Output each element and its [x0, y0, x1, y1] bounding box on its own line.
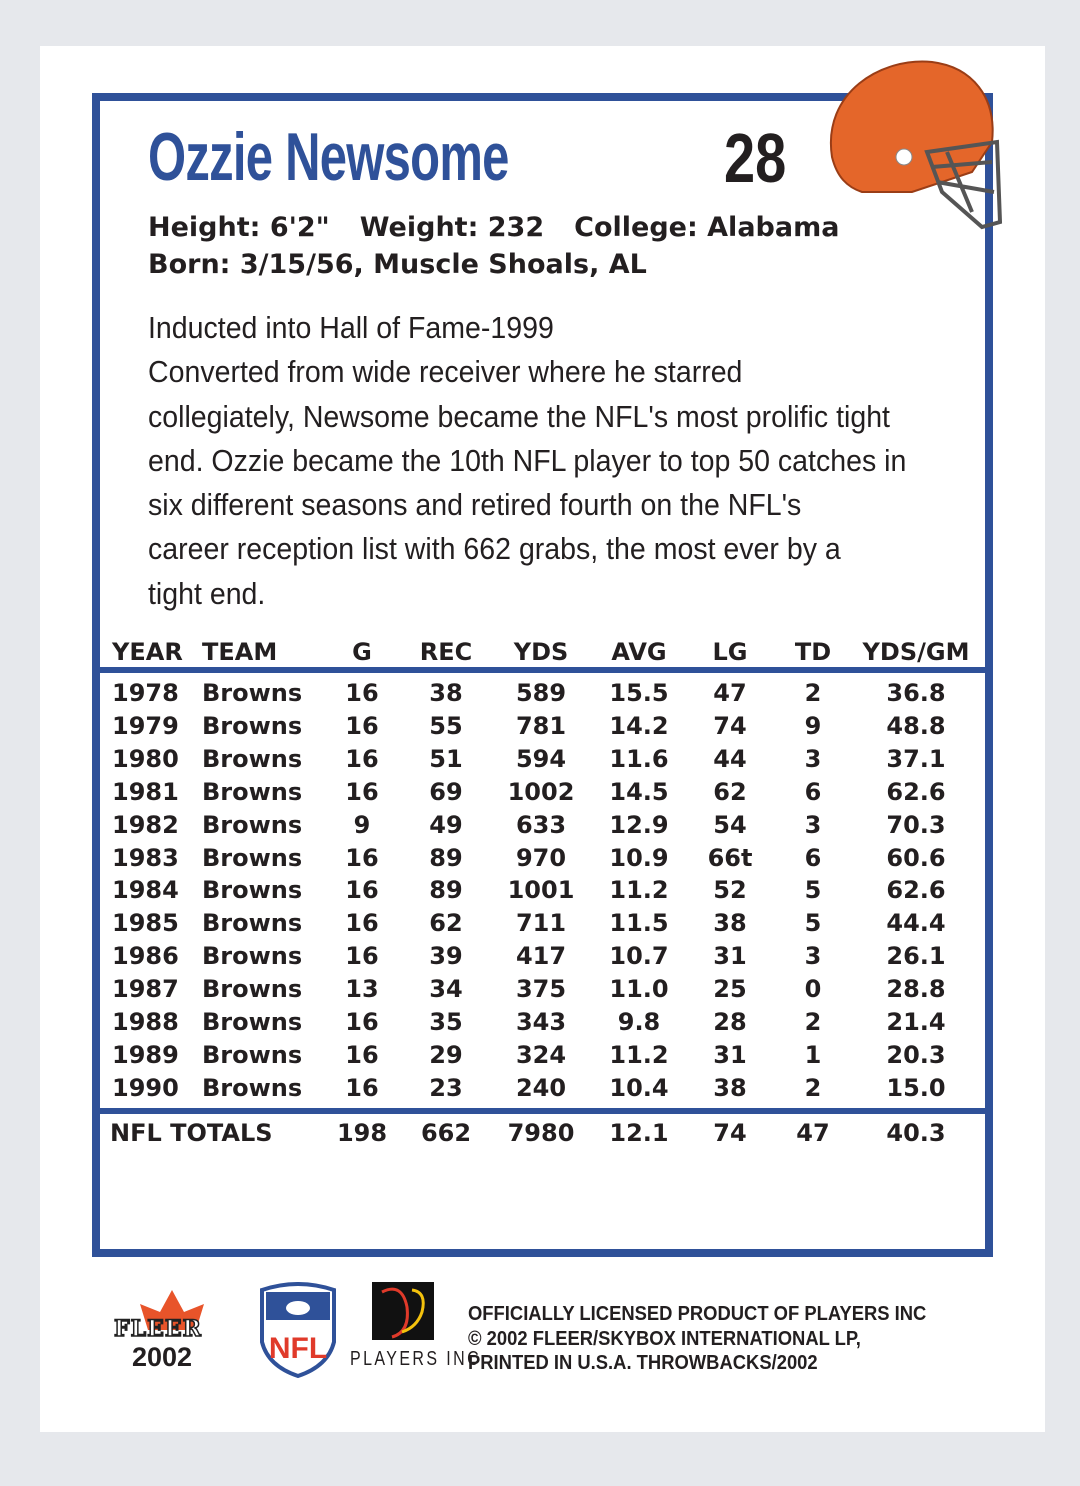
stat-cell: Browns	[202, 810, 303, 839]
stat-cell: 74	[713, 1119, 747, 1147]
stat-cell: 62.6	[886, 876, 946, 905]
stat-cell: 26.1	[886, 942, 946, 971]
weight: Weight: 232	[359, 212, 545, 243]
stat-cell: 9	[804, 711, 822, 740]
stat-cell: 49	[429, 810, 463, 839]
nfl-shield-icon	[258, 1282, 338, 1378]
stat-cell: 1982	[112, 810, 179, 839]
table-row	[100, 1074, 985, 1107]
stat-cell: AVG	[611, 638, 667, 666]
stat-cell: 1002	[507, 777, 575, 806]
stat-cell: 35	[429, 1008, 463, 1036]
stat-cell: 240	[515, 1073, 567, 1102]
stat-cell: 11.5	[609, 909, 669, 938]
stat-cell: YDS/GM	[862, 638, 970, 666]
stat-cell: 10.7	[609, 942, 669, 971]
stat-cell: 15.5	[609, 679, 669, 707]
stat-cell: 44.4	[886, 909, 946, 938]
table-header	[100, 638, 985, 671]
stat-cell: 10.9	[609, 843, 669, 872]
bio-line: Inducted into Hall of Fame-1999	[148, 310, 554, 345]
stat-cell: 5	[804, 909, 822, 938]
legal-line: © 2002 FLEER/SKYBOX INTERNATIONAL LP,	[468, 1327, 861, 1350]
stat-cell: 11.6	[609, 744, 669, 773]
stat-cell: 25	[713, 975, 747, 1004]
born: Born: 3/15/56, Muscle Shoals, AL	[148, 249, 647, 280]
table-row	[100, 778, 985, 811]
stat-cell: 40.3	[886, 1119, 946, 1147]
stat-cell: 1990	[112, 1073, 179, 1102]
stat-cell: NFL TOTALS	[110, 1119, 273, 1147]
bio-line: collegiately, Newsome became the NFL's most prolific tight	[148, 398, 890, 434]
stat-cell: 7980	[507, 1119, 575, 1147]
stat-cell: 69	[429, 777, 463, 806]
stat-cell: 37.1	[886, 744, 946, 773]
fleer-logo: FLEER 2002	[112, 1290, 242, 1375]
stat-cell: 89	[429, 876, 463, 905]
stat-cell: 36.8	[886, 679, 946, 707]
stat-cell: 662	[420, 1119, 472, 1147]
stat-cell: 9	[353, 810, 371, 839]
table-row	[100, 679, 985, 712]
players-inc-logo: PLAYERS INC	[350, 1282, 460, 1377]
stat-cell: 3	[804, 942, 822, 971]
stat-cell: 31	[713, 1040, 747, 1069]
stat-cell: 89	[429, 843, 463, 872]
stat-cell: 12.9	[609, 810, 669, 839]
stat-cell: 970	[515, 843, 567, 872]
table-row	[100, 876, 985, 909]
bio-line: end. Ozzie became the 10th NFL player to top 50 catches in	[148, 442, 907, 478]
stat-cell: 1983	[112, 843, 179, 872]
vitals-line-1	[148, 212, 869, 243]
stat-cell: 16	[345, 711, 379, 740]
stat-cell: 3	[804, 744, 822, 773]
bio-line: tight end.	[148, 575, 266, 611]
stat-cell: REC	[419, 638, 473, 666]
stat-cell: 16	[345, 679, 379, 707]
stat-cell: 44	[713, 744, 747, 773]
stat-cell: Browns	[202, 679, 303, 707]
stat-cell: 1986	[112, 942, 179, 971]
stat-cell: 48.8	[886, 711, 946, 740]
table-row	[100, 1041, 985, 1074]
stat-cell: 16	[345, 777, 379, 806]
stat-cell: 1987	[112, 975, 179, 1004]
stat-cell: 11.2	[609, 1040, 669, 1069]
stat-cell: 16	[345, 843, 379, 872]
table-row	[100, 745, 985, 778]
stat-cell: 38	[713, 1073, 747, 1102]
legal-line: PRINTED IN U.S.A. THROWBACKS/2002	[468, 1352, 818, 1374]
stat-cell: 15.0	[886, 1073, 946, 1102]
bio-line: six different seasons and retired fourth on the NFL's	[148, 487, 802, 523]
stat-cell: YDS	[513, 638, 569, 666]
stat-cell: 1989	[112, 1040, 179, 1069]
players-inc-icon	[372, 1282, 434, 1340]
stat-cell: 47	[713, 679, 747, 707]
stat-cell: 39	[429, 942, 463, 971]
height: Height: 6'2"	[148, 212, 330, 243]
table-row	[100, 909, 985, 942]
stat-cell: 62.6	[886, 777, 946, 806]
stat-cell: 13	[345, 975, 379, 1004]
table-row	[100, 844, 985, 877]
stat-cell: 5	[804, 876, 822, 905]
stat-cell: 51	[429, 744, 463, 773]
totals-divider	[100, 1108, 985, 1114]
stat-cell: 74	[713, 711, 747, 740]
stat-cell: 21.4	[886, 1008, 946, 1036]
stat-cell: 375	[515, 975, 567, 1004]
stat-cell: 34	[429, 975, 463, 1004]
stat-cell: TD	[794, 638, 832, 666]
stat-cell: 11.0	[609, 975, 669, 1004]
player-name: Ozzie Newsome	[148, 119, 509, 195]
table-row	[100, 712, 985, 745]
stat-cell: 2	[804, 1008, 822, 1036]
stat-cell: 38	[429, 679, 463, 707]
bio	[148, 306, 907, 616]
stat-cell: TEAM	[202, 638, 278, 666]
player-number: 28	[724, 119, 787, 197]
table-row	[100, 1008, 985, 1041]
stat-cell: YEAR	[112, 638, 183, 666]
stat-cell: 55	[429, 711, 463, 740]
stat-cell: 6	[804, 777, 822, 806]
stat-cell: Browns	[202, 711, 303, 740]
stat-cell: 16	[345, 942, 379, 971]
legal-line: OFFICIALLY LICENSED PRODUCT OF PLAYERS INC	[468, 1303, 927, 1325]
stat-cell: 2	[804, 1073, 822, 1102]
stat-cell: 1981	[112, 777, 179, 806]
stat-cell: 70.3	[886, 810, 946, 839]
totals-row	[100, 1119, 985, 1152]
stat-cell: 28	[713, 1008, 747, 1036]
stat-cell: 1978	[112, 679, 179, 707]
stat-cell: 781	[515, 711, 567, 740]
bio-line: Converted from wide receiver where he starred	[148, 354, 743, 390]
stat-cell: 343	[515, 1008, 567, 1036]
stat-cell: Browns	[202, 942, 303, 971]
stat-cell: 11.2	[609, 876, 669, 905]
stat-cell: Browns	[202, 1040, 303, 1069]
stat-cell: LG	[712, 638, 748, 666]
stat-cell: Browns	[202, 1008, 303, 1036]
stat-cell: 47	[796, 1119, 830, 1147]
stat-cell: 324	[515, 1040, 567, 1069]
stat-cell: 1980	[112, 744, 179, 773]
stat-cell: Browns	[202, 744, 303, 773]
stat-cell: 14.2	[609, 711, 669, 740]
stat-cell: 16	[345, 1008, 379, 1036]
legal-text	[468, 1302, 926, 1376]
stat-cell: Browns	[202, 1073, 303, 1102]
stat-cell: 1988	[112, 1008, 179, 1036]
stat-cell: 3	[804, 810, 822, 839]
stat-cell: 0	[804, 975, 822, 1004]
browns-helmet-icon	[822, 52, 1007, 237]
stat-cell: 16	[345, 876, 379, 905]
stat-cell: 38	[713, 909, 747, 938]
stat-cell: 589	[515, 679, 567, 707]
stat-cell: 54	[713, 810, 747, 839]
stat-cell: 29	[429, 1040, 463, 1069]
stat-cell: 417	[515, 942, 567, 971]
stat-cell: 1001	[507, 876, 575, 905]
stat-cell: 1985	[112, 909, 179, 938]
stat-cell: 9.8	[617, 1008, 661, 1036]
stat-cell: 60.6	[886, 843, 946, 872]
stat-cell: Browns	[202, 876, 303, 905]
stat-cell: Browns	[202, 843, 303, 872]
stat-cell: Browns	[202, 777, 303, 806]
stat-cell: 594	[515, 744, 567, 773]
stat-cell: 16	[345, 1073, 379, 1102]
stat-cell: 16	[345, 744, 379, 773]
stat-cell: 16	[345, 1040, 379, 1069]
stat-cell: 23	[429, 1073, 463, 1102]
stat-cell: 6	[804, 843, 822, 872]
stat-cell: 14.5	[609, 777, 669, 806]
stat-cell: G	[352, 638, 372, 666]
stat-cell: 62	[429, 909, 463, 938]
stat-cell: 2	[804, 679, 822, 707]
bio-line: career reception list with 662 grabs, the most ever by a	[148, 531, 841, 567]
fleer-year: 2002	[132, 1342, 193, 1372]
college: College: Alabama	[574, 212, 840, 243]
stat-cell: 28.8	[886, 975, 946, 1004]
stat-cell: 52	[713, 876, 747, 905]
table-row	[100, 811, 985, 844]
stat-cell: Browns	[202, 975, 303, 1004]
stat-cell: 62	[713, 777, 747, 806]
stat-cell: 31	[713, 942, 747, 971]
stat-cell: Browns	[202, 909, 303, 938]
stat-cell: 1984	[112, 876, 179, 905]
svg-text:NFL: NFL	[268, 1332, 328, 1365]
stat-cell: 1979	[112, 711, 179, 740]
stat-cell: 633	[515, 810, 567, 839]
stat-cell: 66t	[707, 843, 753, 872]
stat-cell: 711	[515, 909, 567, 938]
table-row	[100, 975, 985, 1008]
table-row	[100, 942, 985, 975]
stat-cell: 20.3	[886, 1040, 946, 1069]
stat-cell: 12.1	[609, 1119, 669, 1147]
stat-cell: 1	[804, 1040, 822, 1069]
stat-cell: 198	[336, 1119, 388, 1147]
stat-cell: 16	[345, 909, 379, 938]
stat-cell: 10.4	[609, 1073, 669, 1102]
